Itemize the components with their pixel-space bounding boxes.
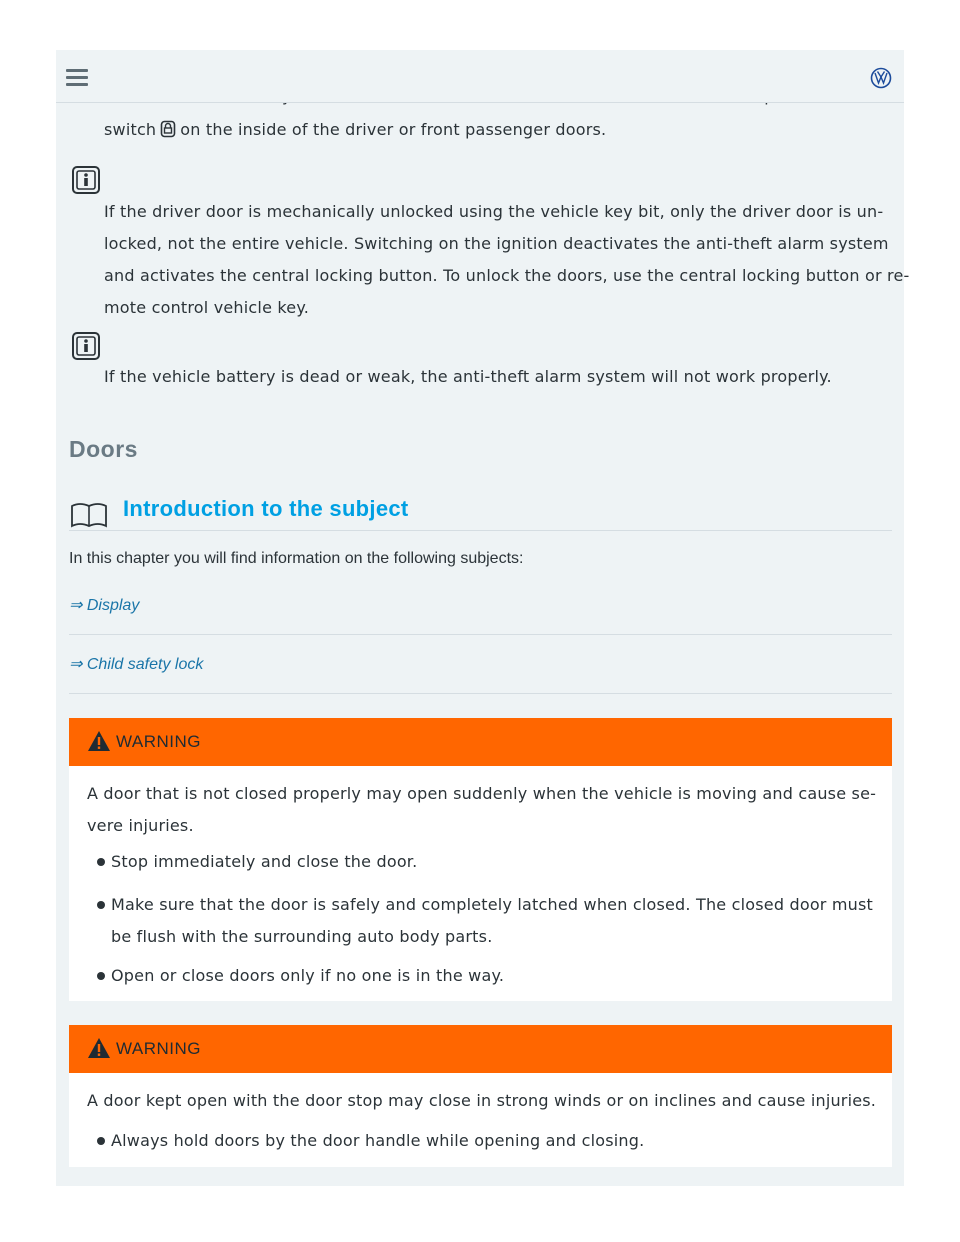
note-line: mote control vehicle key. [104, 298, 310, 317]
note-line: and activates the central locking button. To unlock the doors, use the central locking button or re- [104, 266, 910, 285]
warning-header [69, 718, 892, 766]
bullet-dot [97, 1137, 105, 1145]
warning-bullet-line: be flush with the surrounding auto body parts. [111, 927, 493, 946]
warning-box-2 [69, 1025, 892, 1167]
warning-line: A door that is not closed properly may open suddenly when the vehicle is moving and cause se- [87, 784, 877, 803]
warning-text [87, 778, 876, 842]
note-text-switch: switch [104, 120, 157, 139]
section-title: Doors [69, 436, 138, 462]
book-icon [69, 500, 109, 530]
bullet-dot [97, 972, 105, 980]
power-lock-switch-icon [160, 120, 176, 138]
warning-triangle-icon [87, 1037, 111, 1059]
note-line: locked, not the entire vehicle. Switching on the ignition deactivates the anti-theft alarm system [104, 234, 889, 253]
note-line: If the vehicle battery is dead or weak, the anti-theft alarm system will not work properly. [104, 367, 832, 386]
info-icon [72, 332, 100, 360]
warning-bullet: Stop immediately and close the door. [111, 852, 418, 871]
link-display[interactable]: ⇒ Display [69, 597, 140, 614]
warning-bullet [111, 889, 873, 953]
hamburger-menu-icon[interactable] [66, 67, 92, 87]
info-note-1 [104, 196, 910, 324]
warning-text [87, 1085, 876, 1117]
warning-line: vere injuries. [87, 816, 194, 835]
vw-logo-icon[interactable] [870, 67, 892, 89]
intro-text: In this chapter you will find information on the following subjects: [69, 550, 524, 567]
bullet-dot [97, 858, 105, 866]
warning-label: WARNING [116, 1039, 202, 1058]
bullet-dot [97, 901, 105, 909]
note-text-rest: on the inside of the driver or front passenger doors. [180, 120, 607, 139]
warning-triangle-icon [87, 730, 111, 752]
link-child-safety-lock[interactable]: ⇒ Child safety lock [69, 656, 204, 673]
warning-bullet-line: Make sure that the door is safely and completely latched when closed. The closed door must [111, 895, 874, 914]
intro-title: Introduction to the subject [123, 496, 409, 521]
warning-bullet: Open or close doors only if no one is in the way. [111, 966, 505, 985]
warning-label: WARNING [116, 732, 202, 751]
warning-line: A door kept open with the door stop may close in strong winds or on inclines and cause injuries. [87, 1091, 877, 1110]
intro-heading-row [69, 494, 892, 531]
info-icon [72, 166, 100, 194]
info-note-2 [104, 361, 832, 393]
top-bar [56, 50, 904, 103]
warning-box-1 [69, 718, 892, 1001]
warning-bullet: Always hold doors by the door handle while opening and closing. [111, 1131, 645, 1150]
warning-header [69, 1025, 892, 1073]
note-line-2 [104, 114, 606, 146]
note-line: If the driver door is mechanically unlocked using the vehicle key bit, only the driver door is un- [104, 202, 884, 221]
divider [69, 634, 892, 635]
divider [69, 693, 892, 694]
